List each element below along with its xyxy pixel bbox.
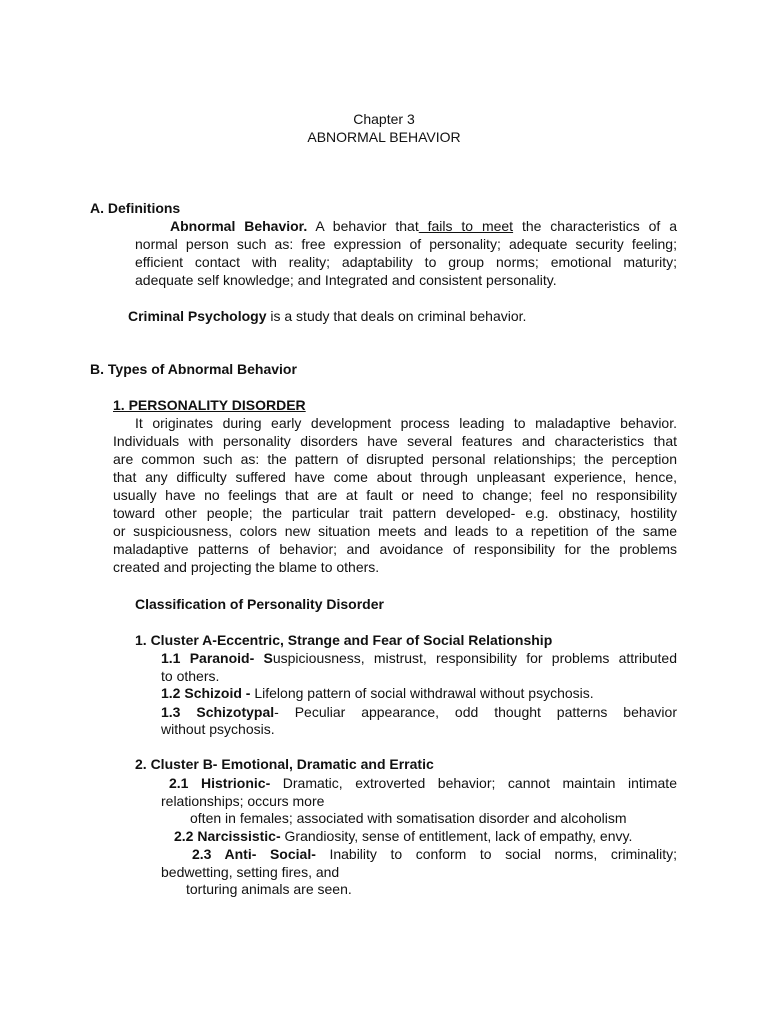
personality-paragraph-line: maladaptive patterns of behavior; and avoidance of responsibility for the problems (113, 541, 677, 557)
antisocial-continuation: bedwetting, setting fires, and (161, 864, 340, 880)
abnormal-behavior-term: Abnormal Behavior. (170, 218, 308, 234)
antisocial-term: 2.3 Anti- Social- (192, 846, 316, 862)
paranoid-entry: 1.1 Paranoid- Suspiciousness, mistrust, responsibility for problems attributed (161, 650, 677, 666)
schizoid-term: 1.2 Schizoid - (161, 685, 251, 701)
antisocial-continuation: torturing animals are seen. (186, 881, 352, 897)
abnormal-behavior-definition-line: Abnormal Behavior. A behavior that fails to meet the characteristics of a (170, 218, 677, 234)
personality-paragraph-line: that any difficulty suffered have come about through unpleasant experience, hence, (113, 469, 677, 485)
narcissistic-entry: 2.2 Narcissistic- Grandiosity, sense of entitlement, lack of empathy, envy. (174, 828, 633, 844)
personality-paragraph-line: are common such as: the pattern of disrupted personal relationships; the perception (113, 451, 677, 467)
personality-paragraph-line: or suspiciousness, colors new situation meets and leads to a repetition of the same (113, 523, 677, 539)
schizoid-entry: 1.2 Schizoid - Lifelong pattern of social withdrawal without psychosis. (161, 685, 594, 701)
histrionic-continuation: often in females; associated with somatisation disorder and alcoholism (190, 810, 627, 826)
section-b-heading: B. Types of Abnormal Behavior (90, 361, 297, 377)
personality-paragraph-line: It originates during early development process leading to maladaptive behavior. (135, 415, 677, 431)
criminal-psychology-definition: Criminal Psychology is a study that deals on criminal behavior. (128, 308, 527, 324)
fails-to-meet-underlined: fails to meet (418, 218, 514, 234)
personality-paragraph-line: toward other people; the particular trait pattern developed- e.g. obstinacy, hostility (113, 505, 677, 521)
paranoid-term: 1.1 Paranoid- S (161, 650, 273, 666)
schizotypal-continuation: without psychosis. (161, 721, 275, 737)
abnormal-behavior-line: efficient contact with reality; adaptability to group norms; emotional maturity; (135, 254, 677, 270)
chapter-title: ABNORMAL BEHAVIOR (307, 129, 461, 145)
personality-paragraph-line: created and projecting the blame to others. (113, 559, 380, 575)
schizotypal-term: 1.3 Schizotypal (161, 704, 275, 720)
abnormal-behavior-line: normal person such as: free expression of personality; adequate security feeling; (135, 236, 677, 252)
cluster-a-heading: 1. Cluster A-Eccentric, Strange and Fear of Social Relationship (135, 632, 553, 648)
cluster-b-heading: 2. Cluster B- Emotional, Dramatic and Erratic (135, 756, 434, 772)
classification-heading: Classification of Personality Disorder (135, 596, 384, 612)
personality-paragraph-line: usually have no feelings that are at fault or need to change; feel no responsibility (113, 487, 677, 503)
abnormal-behavior-line: adequate self knowledge; and Integrated and consistent personality. (135, 272, 557, 288)
histrionic-entry: 2.1 Histrionic- Dramatic, extroverted behavior; cannot maintain intimate (169, 775, 677, 791)
personality-paragraph-line: Individuals with personality disorders have several features and characteristics that (113, 433, 677, 449)
section-a-heading: A. Definitions (90, 200, 181, 216)
histrionic-term: 2.1 Histrionic- (169, 775, 271, 791)
chapter-number: Chapter 3 (353, 111, 415, 127)
paranoid-continuation: to others. (161, 668, 220, 684)
criminal-psychology-term: Criminal Psychology (128, 308, 267, 324)
narcissistic-term: 2.2 Narcissistic- (174, 828, 281, 844)
personality-disorder-heading: 1. PERSONALITY DISORDER (113, 397, 306, 413)
antisocial-entry: 2.3 Anti- Social- Inability to conform to social norms, criminality; (192, 846, 677, 862)
histrionic-continuation: relationships; occurs more (161, 793, 325, 809)
schizotypal-entry: 1.3 Schizotypal- Peculiar appearance, odd thought patterns behavior (161, 704, 677, 720)
